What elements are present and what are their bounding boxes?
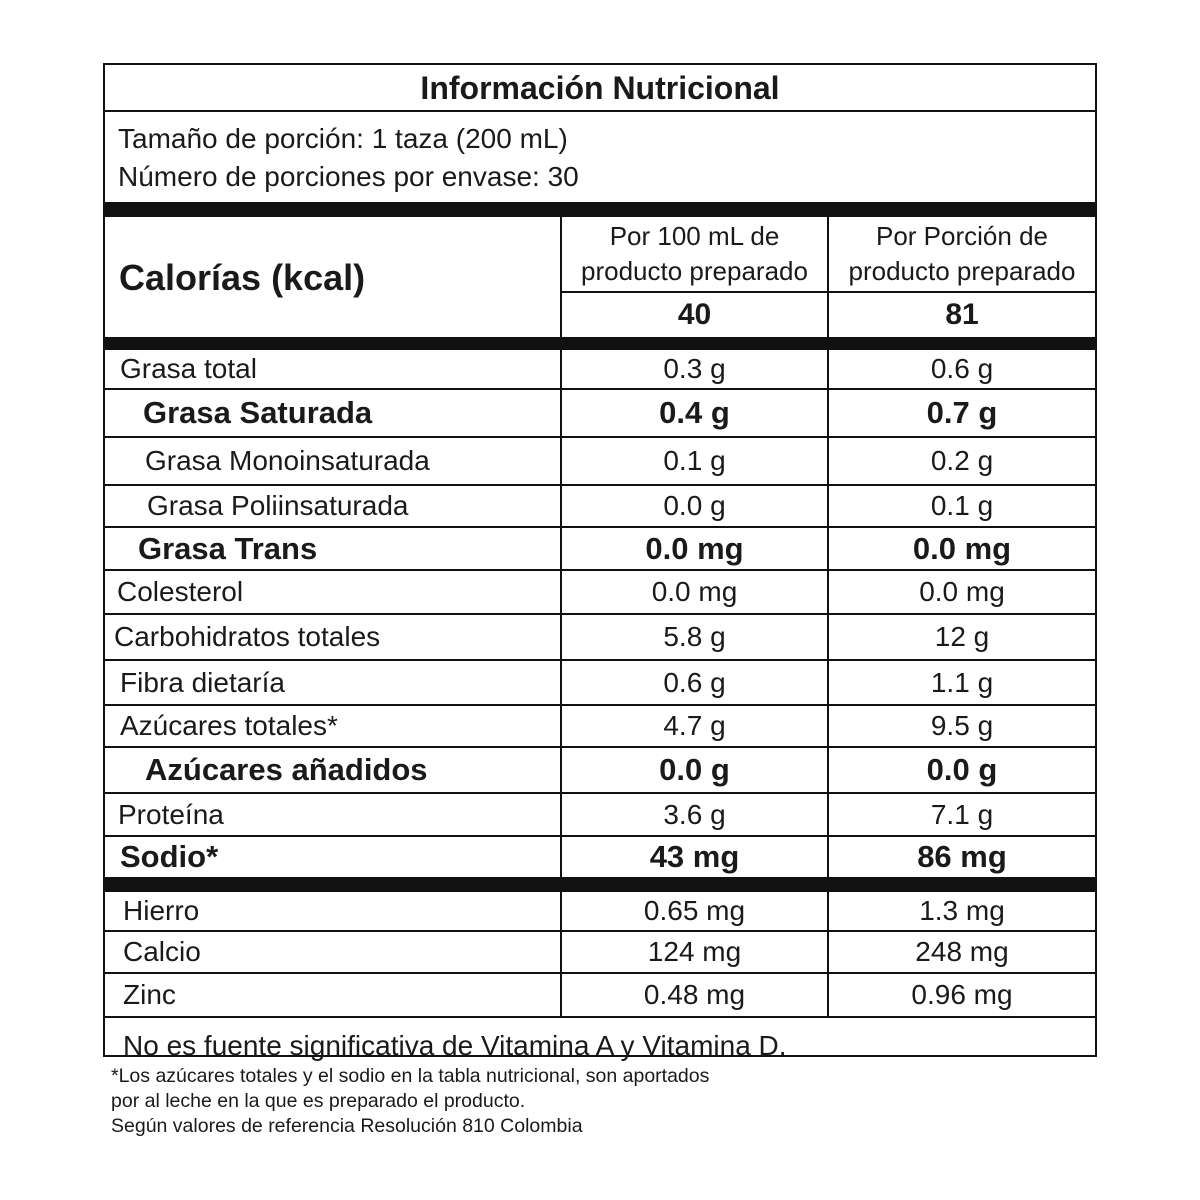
nutrient-name: Azúcares añadidos	[105, 748, 562, 792]
nutrient-per100: 0.3 g	[562, 350, 829, 388]
calories-label: Calorías (kcal)	[105, 217, 562, 337]
nutrition-facts-label	[103, 63, 1097, 1061]
serving-size: Tamaño de porción: 1 taza (200 mL)	[118, 123, 568, 154]
nutrient-row	[105, 350, 1095, 390]
mineral-name: Calcio	[105, 932, 562, 972]
nutrient-per100: 0.0 g	[562, 486, 829, 526]
mineral-per100: 0.48 mg	[562, 974, 829, 1016]
nutrient-per-serving: 86 mg	[917, 839, 1007, 874]
label-title: Información Nutricional	[105, 65, 1095, 112]
nutrient-per100: 0.1 g	[562, 438, 829, 484]
calories-col-per-serving	[829, 217, 1095, 337]
nutrient-name: Sodio*	[105, 837, 562, 877]
nutrient-per100: 0.0 mg	[562, 571, 829, 613]
nutrient-per-serving: 0.2 g	[930, 445, 994, 476]
nutrient-name: Carbohidratos totales	[105, 615, 562, 659]
footnotes	[111, 1064, 911, 1139]
nutrient-name: Colesterol	[105, 571, 562, 613]
calories-col-per100	[562, 217, 829, 337]
minerals-table	[105, 892, 1095, 1016]
mineral-row	[105, 892, 1095, 932]
mineral-row	[105, 932, 1095, 972]
nutrient-per-serving: 0.7 g	[926, 395, 998, 430]
footnote-line: *Los azúcares totales y el sodio en la tabla nutricional, son aportados	[111, 1065, 710, 1087]
column-header-per-serving: Por Porción de producto preparado	[829, 217, 1095, 293]
nutrient-per100: 0.6 g	[562, 661, 829, 704]
nutrient-name: Grasa total	[105, 350, 562, 388]
nutrient-name: Grasa Poliinsaturada	[105, 486, 562, 526]
nutrient-per-serving: 0.0 mg	[919, 576, 1005, 607]
nutrient-per100: 0.4 g	[562, 390, 829, 436]
mineral-row	[105, 972, 1095, 1016]
mineral-per-serving: 1.3 mg	[919, 895, 1005, 926]
nutrient-name: Proteína	[105, 794, 562, 835]
nutrient-per100: 5.8 g	[562, 615, 829, 659]
thick-divider	[105, 339, 1095, 350]
nutrient-per100: 0.0 mg	[562, 528, 829, 569]
nutrient-row	[105, 794, 1095, 837]
nutrient-row	[105, 390, 1095, 438]
thick-divider	[105, 877, 1095, 892]
mineral-name: Hierro	[105, 892, 562, 930]
nutrient-row	[105, 661, 1095, 706]
vitamin-note: No es fuente significativa de Vitamina A y Vitamina D.	[105, 1016, 1095, 1073]
nutrient-per-serving: 1.1 g	[930, 666, 994, 698]
nutrient-row	[105, 837, 1095, 877]
nutrient-row	[105, 528, 1095, 571]
serving-info	[105, 112, 1095, 202]
nutrient-per-serving: 0.0 mg	[912, 530, 1012, 566]
calories-value-per-serving: 81	[945, 298, 979, 331]
nutrient-name: Grasa Trans	[105, 528, 562, 569]
mineral-per-serving: 248 mg	[915, 936, 1009, 967]
nutrient-per-serving: 9.5 g	[930, 710, 994, 741]
mineral-per100: 0.65 mg	[562, 892, 829, 930]
nutrient-per-serving: 0.6 g	[930, 353, 994, 384]
nutrient-row	[105, 571, 1095, 615]
nutrient-per-serving: 0.1 g	[930, 490, 994, 521]
mineral-name: Zinc	[105, 974, 562, 1016]
nutrient-name: Fibra dietaría	[105, 661, 562, 704]
nutrient-per100: 4.7 g	[562, 706, 829, 746]
nutrient-row	[105, 748, 1095, 794]
nutrient-name: Azúcares totales*	[105, 706, 562, 746]
mineral-per100: 124 mg	[562, 932, 829, 972]
column-header-per100: Por 100 mL de producto preparado	[562, 217, 827, 293]
calories-value-per100: 40	[677, 298, 712, 331]
footnote-line: por al leche en la que es preparado el producto.	[111, 1090, 526, 1112]
calories-section	[105, 217, 1095, 339]
nutrient-row	[105, 706, 1095, 748]
nutrient-per-serving: 0.0 g	[926, 752, 998, 787]
nutrient-row	[105, 438, 1095, 486]
nutrient-per100: 0.0 g	[562, 748, 829, 792]
nutrient-row	[105, 486, 1095, 528]
nutrient-per100: 3.6 g	[562, 794, 829, 835]
nutrient-per-serving: 12 g	[934, 621, 990, 652]
nutrient-per-serving: 7.1 g	[930, 798, 994, 830]
nutrient-row	[105, 615, 1095, 661]
nutrients-table	[105, 350, 1095, 877]
thick-divider	[105, 202, 1095, 217]
mineral-per-serving: 0.96 mg	[911, 979, 1013, 1010]
footnote-line: Según valores de referencia Resolución 810 Colombia	[111, 1115, 583, 1137]
nutrient-name: Grasa Saturada	[105, 390, 562, 436]
nutrient-name: Grasa Monoinsaturada	[105, 438, 562, 484]
servings-per-container: Número de porciones por envase: 30	[118, 161, 579, 192]
nutrient-per100: 43 mg	[562, 837, 829, 877]
